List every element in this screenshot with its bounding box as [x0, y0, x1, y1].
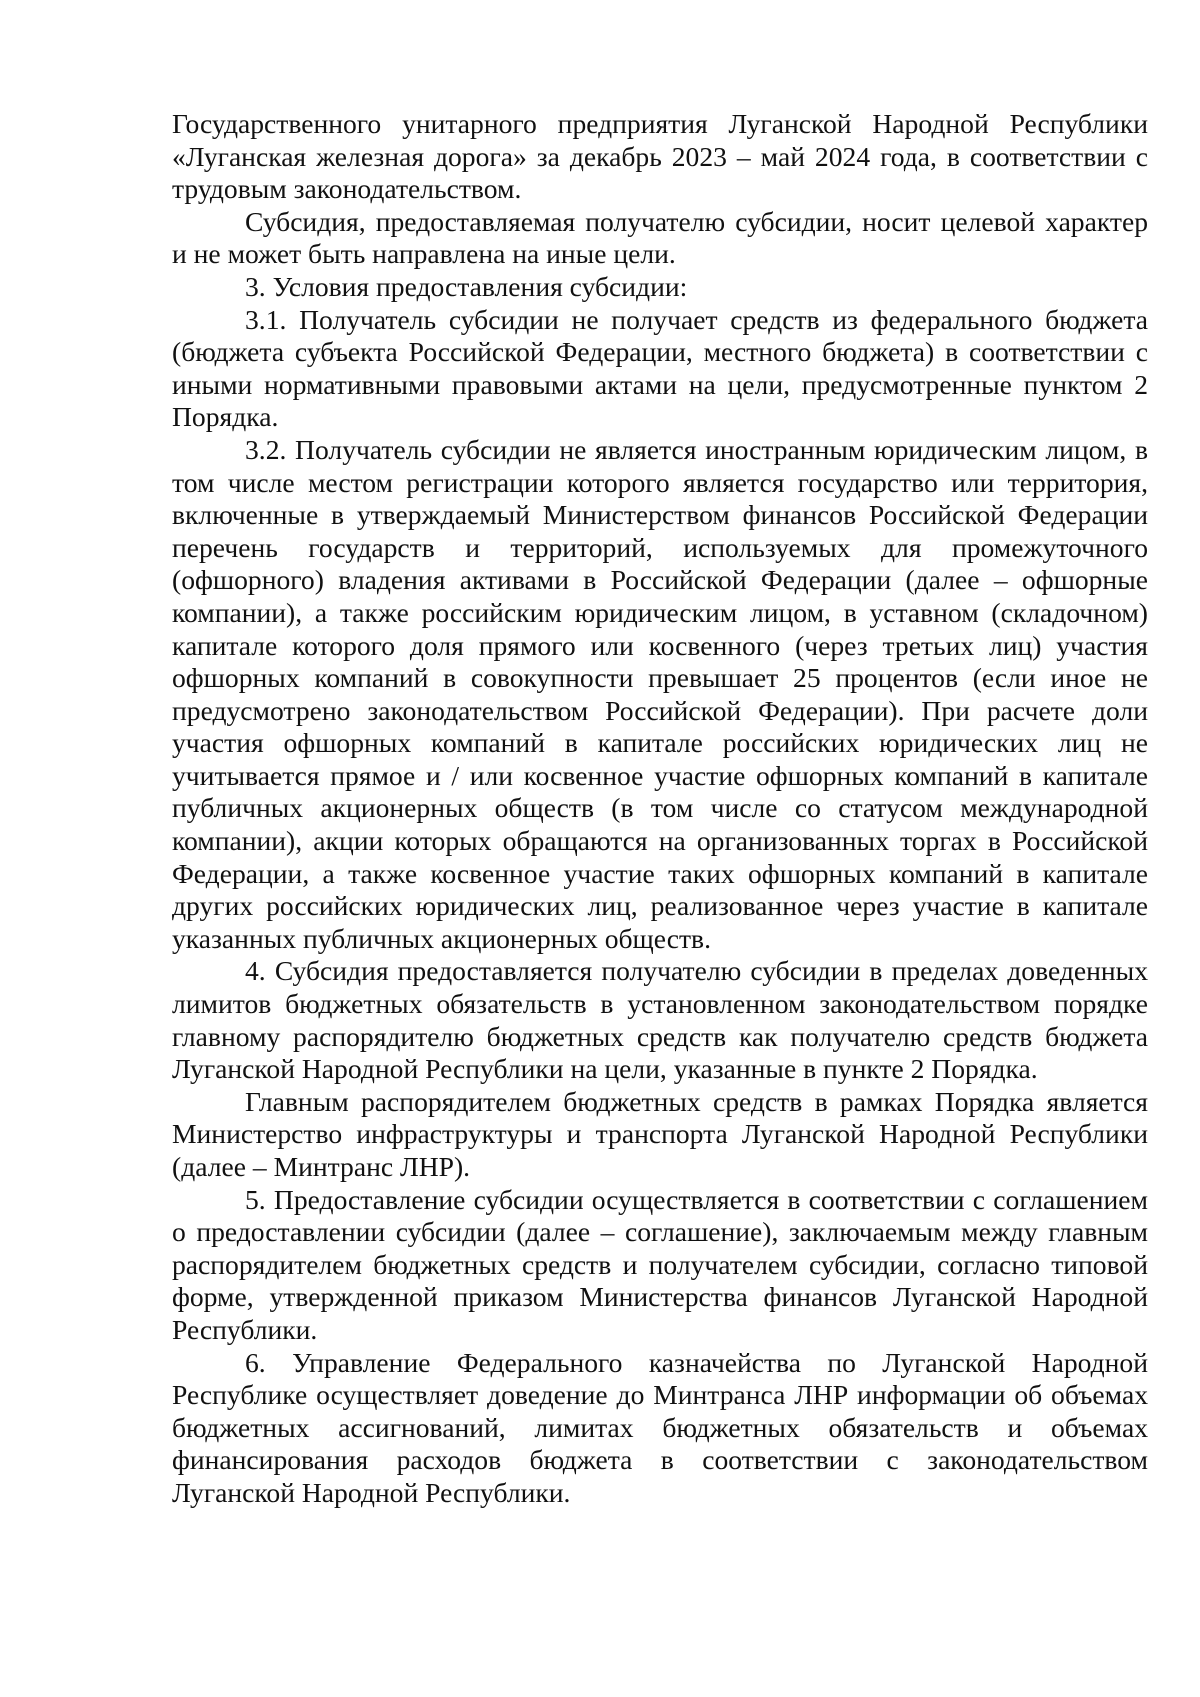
paragraph-3-2: 3.2. Получатель субсидии не является иностранным юридическим лицом, в том числе местом регистрации которого является государство или территория, включенные в утверждаемый Министерством финансов Российской Федерации перечень государств и территорий, используемых для промежуточного (офшорного) владения активами в Российской Федерации (далее – офшорные компании), а также российским юридическим лицом, в уставном (складочном) капитале которого доля прямого или косвенного (через третьих лиц) участия офшорных компаний в совокупности превышает 25 процентов (если иное не предусмотрено законодательством Российской Федерации). При расчете доли участия офшорных компаний в капитале российских юридических лиц не учитывается прямое и / или косвенное участие офшорных компаний в капитале публичных акционерных обществ (в том числе со статусом международной компании), акции которых обращаются на организованных торгах в Российской Федерации, а также косвенное участие таких офшорных компаний в капитале других российских юридических лиц, реализованное через участие в капитале указанных публичных акционерных обществ. — [172, 433, 1148, 954]
paragraph-section-3-heading: 3. Условия предоставления субсидии: — [245, 270, 688, 302]
paragraph-6: 6. Управление Федерального казначейства по Луганской Народной Республике осуществляет доведение до Минтранса ЛНР информации об объемах бюджетных ассигнований, лимитах бюджетных обязательств и объемах финансирования расходов бюджета в соответствии с законодательством Луганской Народной Республики. — [172, 1346, 1148, 1508]
paragraph-continuation: Государственного унитарного предприятия Луганской Народной Республики «Луганская железная дорога» за декабрь 2023 – май 2024 года, в соответствии с трудовым законодательством. — [172, 108, 1148, 205]
paragraph-main-administrator: Главным распорядителем бюджетных средств в рамках Порядка является Министерство инфраструктуры и транспорта Луганской Народной Республики (далее – Минтранс ЛНР). — [172, 1085, 1148, 1182]
paragraph-3-1: 3.1. Получатель субсидии не получает средств из федерального бюджета (бюджета субъекта Российской Федерации, местного бюджета) в соответствии с иными нормативными правовыми актами на цели, предусмотренные пунктом 2 Порядка. — [172, 303, 1148, 433]
paragraph-5: 5. Предоставление субсидии осуществляется в соответствии с соглашением о предоставлении субсидии (далее – соглашение), заключаемым между главным распорядителем бюджетных средств и получателем субсидии, согласно типовой форме, утвержденной приказом Министерства финансов Луганской Народной Республики. — [172, 1183, 1148, 1345]
paragraph-4: 4. Субсидия предоставляется получателю субсидии в пределах доведенных лимитов бюджетных обязательств в установленном законодательством порядке главному распорядителю бюджетных средств как получателю средств бюджета Луганской Народной Республики на цели, указанные в пункте 2 Порядка. — [172, 955, 1148, 1085]
paragraph-subsidy-purpose: Субсидия, предоставляемая получателю субсидии, носит целевой характер и не может быть направлена на иные цели. — [172, 205, 1148, 270]
document-page — [172, 108, 1148, 1510]
